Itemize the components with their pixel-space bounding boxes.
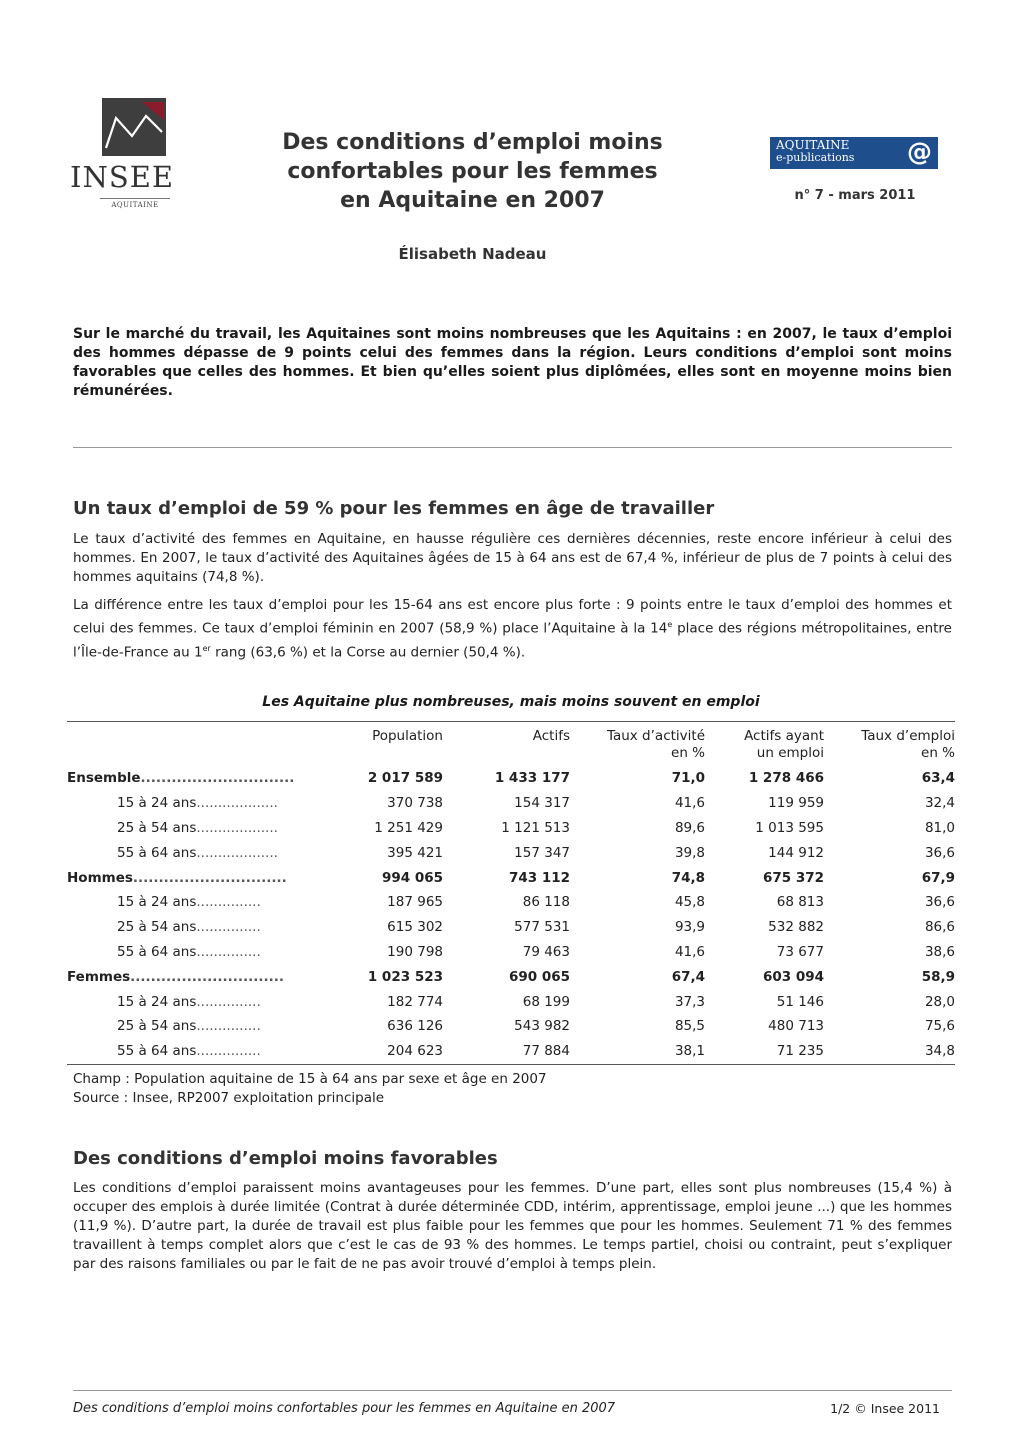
table-cell: 41,6 [674,795,705,812]
row-label [67,989,307,1014]
table-cell: 71 235 [705,1039,824,1064]
table-cell: 81,0 [924,819,955,836]
column-header [443,722,570,767]
table-cell: 39,8 [674,844,705,861]
table-cell: 1 023 523 [367,968,443,985]
table-cell: 85,5 [674,1018,705,1035]
table-row [67,791,955,816]
row-label [67,840,307,865]
table-cell: 157 347 [514,844,570,861]
para2-part-c: rang (63,6 %) et la Corse au dernier (50,4 %). [210,644,526,660]
table-cell: 86,6 [924,919,955,936]
column-header [824,722,955,767]
table-cell: 154 317 [514,795,570,812]
issue-number: n° 7 - mars 2011 [794,188,916,203]
title-line-2: confortables pour les femmes [287,159,658,184]
table-cell: 36,6 [924,894,955,911]
table-cell: 603 094 [762,968,824,985]
table-cell: 79 463 [522,943,570,960]
para2-part-a: La différence entre les taux d’emploi pour les 15-64 ans est encore plus forte : 9 points entre le taux d’emploi des hommes et celui des femmes. Ce taux d’emploi féminin en 2007 (58,9 %) place l’Aquitaine à la 14 [73,597,952,637]
table-cell: 636 126 [387,1018,443,1035]
table-cell: 73 677 [776,943,824,960]
table-row [67,915,955,940]
title-line-3: en Aquitaine en 2007 [340,188,605,213]
table-cell: 615 302 [387,919,443,936]
column-header-text: en % [921,745,955,761]
table-cell: 74,8 [671,869,705,886]
row-label [67,766,307,791]
table-row [67,964,955,989]
table-cell: 67,4 [671,968,705,985]
author-name: Élisabeth Nadeau [398,245,547,263]
table-cell: 675 372 [762,869,824,886]
note-source: Source : Insee, RP2007 exploitation principale [73,1090,385,1106]
table-row [67,840,955,865]
table-cell: 77 884 [443,1039,570,1064]
table-notes [73,1070,547,1108]
data-table [67,721,955,1065]
para2-sup-2: er [202,643,211,653]
at-sign-icon: @ [907,137,932,166]
table-cell: 144 912 [768,844,824,861]
column-header-text: Actifs [532,728,570,744]
leader-dots: ............... [196,919,261,936]
table-cell: 93,9 [674,919,705,936]
divider [73,447,952,448]
table-cell: 204 623 [307,1039,443,1064]
para2-sup-1: e [667,620,673,629]
row-label-text: 15 à 24 ans [117,894,197,911]
page-title [250,128,695,215]
footer-page-copyright: 1/2 © Insee 2011 [830,1401,940,1416]
leader-dots: .............................. [130,968,285,985]
logo-subtext: AQUITAINE [100,198,170,209]
leader-dots: .............................. [132,869,287,886]
section-1-paragraph-2 [73,596,952,662]
leader-dots: ............... [196,894,261,911]
badge-line-2: e-publications [776,151,855,164]
column-header [307,722,443,767]
insee-logo-mark-icon [102,98,166,156]
footer-title: Des conditions d’emploi moins confortables pour les femmes en Aquitaine en 2007 [73,1401,616,1416]
column-header-text: un emploi [756,745,824,761]
leader-dots: ................... [196,844,278,861]
table-cell: 75,6 [924,1018,955,1035]
table-body [67,766,955,1064]
row-label-text: 25 à 54 ans [117,819,197,836]
table-cell: 190 798 [387,943,443,960]
logo-text: INSEE [70,160,175,194]
table-cell: 690 065 [508,968,570,985]
row-label-text: 25 à 54 ans [117,919,197,936]
row-label-text: 55 à 64 ans [117,844,197,861]
section-1 [73,498,952,662]
table-cell: 1 121 513 [501,819,570,836]
title-line-1: Des conditions d’emploi moins [282,130,663,155]
table-header-row [67,722,955,767]
table-cell: 63,4 [921,770,955,787]
table-row [67,1039,955,1064]
row-label [67,964,307,989]
row-label [67,791,307,816]
table-cell: 1 278 466 [748,770,824,787]
table-cell: 58,9 [921,968,955,985]
table-cell: 51 146 [776,993,824,1010]
row-label-text: 55 à 64 ans [117,943,197,960]
table-cell: 1 251 429 [374,819,443,836]
leader-dots: ............... [196,943,261,960]
leader-dots: ............... [196,993,261,1010]
table-row [67,940,955,965]
row-label-text: Hommes [67,869,133,886]
column-header-text: Taux d’emploi [861,728,955,744]
table-cell: 2 017 589 [367,770,443,787]
table-cell: 1 013 595 [755,819,824,836]
table-cell: 543 982 [514,1018,570,1035]
section-1-heading: Un taux d’emploi de 59 % pour les femmes en âge de travailler [73,498,715,519]
table-row [67,865,955,890]
table-cell: 395 421 [387,844,443,861]
table-row [67,816,955,841]
table-row [67,890,955,915]
table-cell: 532 882 [768,919,824,936]
row-label [67,816,307,841]
row-label [67,890,307,915]
footer-divider [73,1390,952,1391]
table-cell: 86 118 [522,894,570,911]
table-caption: Les Aquitaine plus nombreuses, mais moins souvent en emploi [262,694,760,710]
note-champ: Champ : Population aquitaine de 15 à 64 ans par sexe et âge en 2007 [73,1071,547,1087]
row-label [67,865,307,890]
leader-dots: ............... [196,1018,261,1035]
column-header-text: en % [671,745,705,761]
table-cell: 577 531 [514,919,570,936]
leader-dots: ............... [196,1043,261,1060]
table-cell: 32,4 [924,795,955,812]
table-cell: 34,8 [824,1039,955,1064]
column-header-text: Actifs ayant [744,728,824,744]
leader-dots: ................... [196,795,278,812]
table-cell: 89,6 [674,819,705,836]
table-row [67,1014,955,1039]
table-cell: 71,0 [671,770,705,787]
section-2 [73,1148,952,1274]
section-2-heading: Des conditions d’emploi moins favorables [73,1148,498,1169]
table-cell: 182 774 [387,993,443,1010]
column-header [570,722,705,767]
row-label-text: 55 à 64 ans [117,1043,197,1060]
para2-part-b: place des régions métropolitaines, entre l’Île-de-France au 1 [73,620,952,660]
table-cell: 1 433 177 [494,770,570,787]
table-cell: 37,3 [674,993,705,1010]
e-publications-badge [770,137,938,169]
row-label-text: 15 à 24 ans [117,795,197,812]
row-label [67,1039,307,1064]
column-header [705,722,824,767]
table-cell: 38,6 [924,943,955,960]
table-cell: 187 965 [387,894,443,911]
intro-summary: Sur le marché du travail, les Aquitaines sont moins nombreuses que les Aquitains : en 2007, le taux d’emploi des hommes dépasse de 9 points celui des femmes dans la région. Leurs conditions d’emploi sont moins favorables que celles des hommes. Et bien qu’elles soient plus diplômées, elles sont en moyenne moins bien rémunérées. [73,326,952,399]
table-cell: 36,6 [924,844,955,861]
row-label-text: Ensemble [67,770,141,787]
section-2-paragraph-1: Les conditions d’emploi paraissent moins avantageuses pour les femmes. D’une part, elles sont plus nombreuses (15,4 %) à occuper des emplois à durée limitée (Contrat à durée déterminée CDD, intérim, apprentissage, emploi jeune ...) que les hommes (11,9 %). D’autre part, la durée de travail est plus faible pour les femmes que pour les hommes. Seulement 71 % des femmes travaillent à temps complet alors que c’est le cas de 93 % des hommes. Le temps partiel, choisi ou contraint, peut s’expliquer par des raisons familiales ou par le fait de ne pas avoir trouvé d’emploi à temps plein. [73,1180,952,1272]
row-label [67,940,307,965]
table-cell: 67,9 [921,869,955,886]
row-label-text: 25 à 54 ans [117,1018,197,1035]
table-cell: 68 199 [522,993,570,1010]
column-header-text: Population [372,728,443,744]
table-cell: 38,1 [570,1039,705,1064]
table-cell: 743 112 [508,869,570,886]
leader-dots: .............................. [140,770,295,787]
badge-line-1: AQUITAINE [776,138,850,152]
row-label-text: 15 à 24 ans [117,993,197,1010]
table-row [67,989,955,1014]
table-cell: 370 738 [387,795,443,812]
table-cell: 45,8 [674,894,705,911]
table-cell: 119 959 [768,795,824,812]
table-cell: 28,0 [924,993,955,1010]
section-1-paragraph-1: Le taux d’activité des femmes en Aquitaine, en hausse régulière ces dernières décennies, reste encore inférieur à celui des hommes. En 2007, le taux d’activité des Aquitaines âgées de 15 à 64 ans est de 67,4 %, inférieur de plus de 7 points à celui des hommes aquitains (74,8 %). [73,531,952,585]
table-cell: 41,6 [674,943,705,960]
insee-logo [70,96,175,214]
row-label-text: Femmes [67,968,131,985]
row-label [67,1014,307,1039]
table-cell: 480 713 [768,1018,824,1035]
table-row [67,766,955,791]
leader-dots: ................... [196,819,278,836]
column-header-text: Taux d’activité [606,728,705,744]
table-cell: 994 065 [381,869,443,886]
table-cell: 68 813 [776,894,824,911]
table-header-empty [67,722,307,767]
row-label [67,915,307,940]
